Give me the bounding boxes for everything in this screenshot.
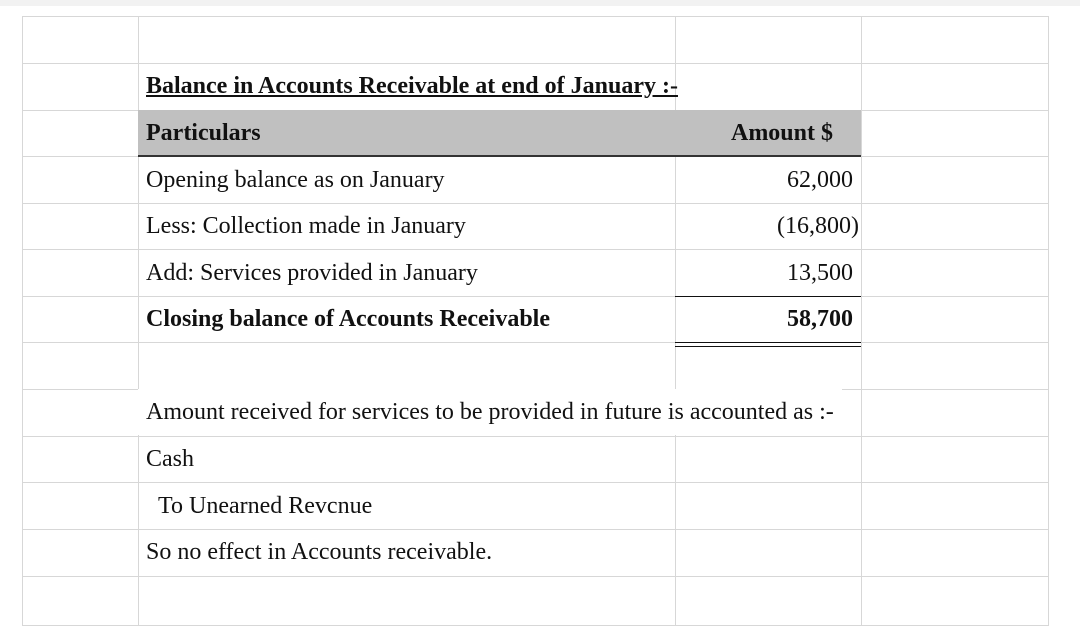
note-line: Amount received for services to be provided in future is accounted as :- [138, 389, 842, 435]
table-row-amount: 13,500 [787, 260, 853, 286]
table-row-amount: (16,800) [777, 213, 859, 239]
note-line: Cash [146, 446, 194, 472]
table-row-label: Add: Services provided in January [146, 260, 478, 286]
gridline-vertical [22, 16, 23, 626]
gridline-horizontal [22, 576, 1049, 577]
total-amount: 58,700 [787, 306, 853, 332]
gridline-vertical [861, 16, 862, 626]
section-title: Balance in Accounts Receivable at end of January :- [146, 73, 678, 99]
spreadsheet-grid [22, 16, 1049, 626]
header-amount: Amount $ [730, 120, 833, 146]
table-row-label: Less: Collection made in January [146, 213, 466, 239]
gridline-vertical [1048, 16, 1049, 626]
gridline-horizontal [22, 625, 1049, 626]
total-label: Closing balance of Accounts Receivable [146, 306, 550, 332]
note-line: So no effect in Accounts receivable. [146, 539, 493, 565]
double-underline-top [675, 342, 861, 343]
gridline-horizontal [22, 16, 1049, 17]
table-row-amount: 62,000 [787, 167, 853, 193]
gridline-horizontal [22, 342, 1049, 343]
note-line: To Unearned Revcnue [158, 493, 373, 519]
top-bar [0, 0, 1080, 6]
table-row-label: Opening balance as on January [146, 167, 445, 193]
header-particulars: Particulars [146, 120, 261, 146]
double-underline-bottom [675, 346, 861, 347]
